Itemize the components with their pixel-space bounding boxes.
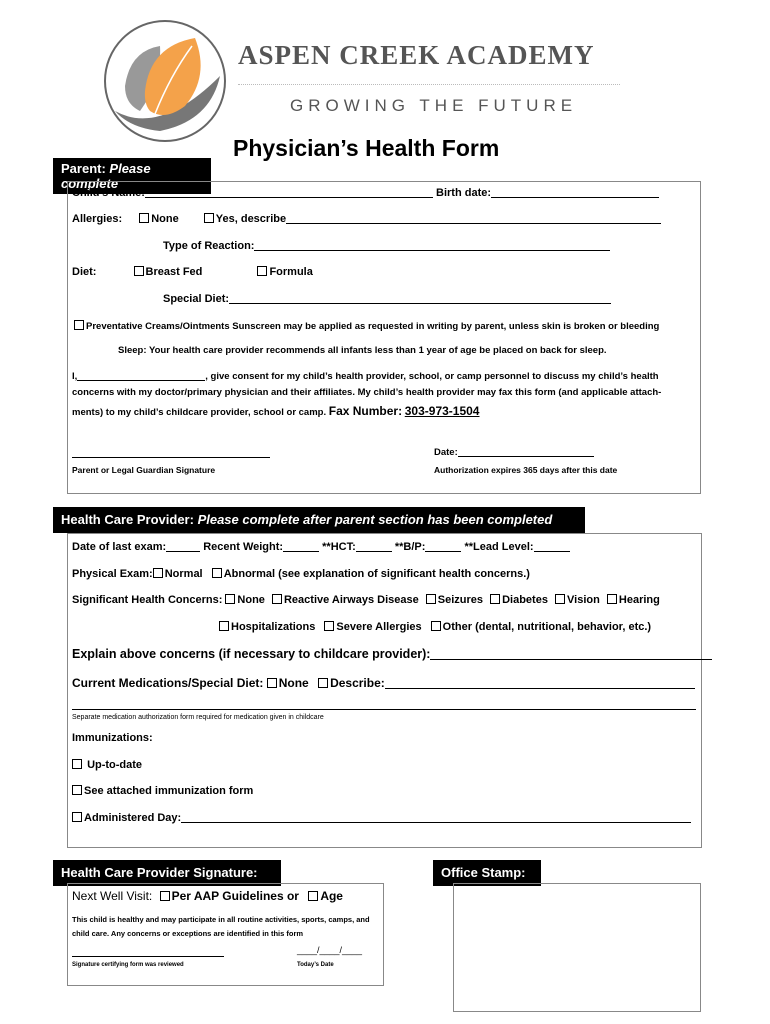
formula-checkbox[interactable] bbox=[257, 266, 267, 276]
concern-hospitalizations-checkbox[interactable] bbox=[219, 621, 229, 631]
parent-signature-line[interactable] bbox=[72, 457, 270, 458]
consent-line-2: concerns with my doctor/primary physician and their affiliates. My child’s health provider may fax this form (and applicable attach- bbox=[72, 387, 662, 398]
reaction-label: Type of Reaction: bbox=[163, 240, 255, 252]
explain-label: Explain above concerns (if necessary to childcare provider): bbox=[72, 647, 431, 661]
administered-label: Administered Day: bbox=[84, 812, 182, 824]
lead-field[interactable] bbox=[534, 541, 570, 552]
fax-number: 303-973-1504 bbox=[404, 404, 480, 418]
fax-label: Fax Number: bbox=[328, 404, 403, 418]
special-diet-label: Special Diet: bbox=[163, 293, 230, 305]
provider-date-field[interactable]: ____/____/____ bbox=[297, 945, 363, 955]
parent-signature-label: Parent or Legal Guardian Signature bbox=[72, 465, 216, 475]
med-describe-label: Describe: bbox=[330, 676, 385, 690]
allergies-yes-checkbox[interactable] bbox=[204, 213, 214, 223]
up-to-date-checkbox[interactable] bbox=[72, 759, 82, 769]
allergies-yes-label: Yes, describe bbox=[215, 213, 287, 225]
academy-logo bbox=[100, 16, 230, 146]
child-name-label: Child’s Name: bbox=[72, 187, 145, 199]
lead-label: **Lead Level: bbox=[464, 541, 534, 553]
medications-extra-line[interactable] bbox=[72, 709, 696, 710]
hct-label: **HCT: bbox=[322, 541, 356, 553]
allergies-label: Allergies: bbox=[72, 213, 123, 225]
concern-other-checkbox[interactable] bbox=[431, 621, 441, 631]
child-name-row bbox=[72, 187, 659, 199]
significant-concerns-row-2 bbox=[219, 621, 651, 633]
med-none-checkbox[interactable] bbox=[267, 678, 277, 688]
concern-vision-checkbox[interactable] bbox=[555, 594, 565, 604]
concern-vision-label: Vision bbox=[567, 594, 600, 606]
up-to-date-row bbox=[72, 759, 142, 771]
diet-label: Diet: bbox=[72, 266, 97, 278]
office-stamp-box bbox=[453, 883, 701, 1012]
med-describe-field[interactable] bbox=[385, 678, 695, 689]
next-visit-row bbox=[72, 889, 343, 903]
hct-field[interactable] bbox=[356, 541, 392, 552]
concern-hearing-label: Hearing bbox=[618, 594, 660, 606]
weight-label: Recent Weight: bbox=[203, 541, 284, 553]
office-stamp-header: Office Stamp: bbox=[433, 860, 541, 886]
parent-date-label: Date: bbox=[434, 447, 458, 458]
page-title: Physician’s Health Form bbox=[233, 135, 500, 161]
concern-diabetes-checkbox[interactable] bbox=[490, 594, 500, 604]
breast-fed-checkbox[interactable] bbox=[134, 266, 144, 276]
medications-label: Current Medications/Special Diet: bbox=[72, 676, 264, 690]
med-describe-checkbox[interactable] bbox=[318, 678, 328, 688]
child-name-field[interactable] bbox=[145, 187, 433, 198]
healthy-statement-1: This child is healthy and may participate in all routine activities, sports, camps, and bbox=[72, 915, 370, 924]
concern-airways-label: Reactive Airways Disease bbox=[283, 594, 419, 606]
provider-section-box bbox=[67, 533, 702, 848]
sleep-note: Sleep: Your health care provider recommends all infants less than 1 year of age be placed on back for sleep. bbox=[118, 345, 607, 356]
medications-row bbox=[72, 676, 695, 690]
concern-diabetes-label: Diabetes bbox=[502, 594, 548, 606]
administered-field[interactable] bbox=[181, 812, 691, 823]
creams-label: Preventative Creams/Ointments Sunscreen may be applied as requested in writing by parent, unless skin is broken or bleeding bbox=[86, 321, 660, 332]
provider-signature-line[interactable] bbox=[72, 956, 224, 957]
administered-checkbox[interactable] bbox=[72, 812, 82, 822]
allergies-none-checkbox[interactable] bbox=[139, 213, 149, 223]
special-diet-row bbox=[163, 293, 611, 305]
concern-other-label: Other (dental, nutritional, behavior, etc.) bbox=[442, 621, 652, 633]
healthy-statement-2: child care. Any concerns or exceptions are identified in this form bbox=[72, 929, 304, 938]
concern-seizures-label: Seizures bbox=[437, 594, 484, 606]
consent-text-3: ments) to my child’s childcare provider, school or camp. bbox=[72, 407, 327, 418]
abnormal-label: Abnormal (see explanation of significant health concerns.) bbox=[223, 568, 530, 580]
special-diet-field[interactable] bbox=[229, 293, 611, 304]
provider-signature-label: Signature certifying form was reviewed bbox=[72, 962, 184, 968]
medication-note: Separate medication authorization form required for medication given in childcare bbox=[72, 714, 324, 721]
parent-section-box bbox=[67, 181, 701, 494]
attached-row bbox=[72, 785, 253, 797]
birth-date-field[interactable] bbox=[491, 187, 659, 198]
concern-hearing-checkbox[interactable] bbox=[607, 594, 617, 604]
breast-fed-label: Breast Fed bbox=[145, 266, 203, 278]
concern-hospitalizations-label: Hospitalizations bbox=[231, 621, 316, 633]
attached-label: See attached immunization form bbox=[84, 785, 254, 797]
consent-name-field[interactable] bbox=[77, 370, 205, 381]
parent-header-italic: Please complete bbox=[61, 161, 151, 191]
concern-allergies-checkbox[interactable] bbox=[324, 621, 334, 631]
significant-concerns-label: Significant Health Concerns: bbox=[72, 594, 223, 606]
creams-row bbox=[74, 320, 659, 332]
consent-line-3 bbox=[72, 404, 479, 418]
school-tagline: GROWING THE FUTURE bbox=[290, 96, 578, 115]
header-divider bbox=[238, 84, 620, 85]
formula-label: Formula bbox=[269, 266, 313, 278]
age-label: Age bbox=[320, 889, 343, 903]
aap-label: Per AAP Guidelines or bbox=[171, 889, 299, 903]
consent-i-label: I, bbox=[72, 371, 78, 382]
reaction-field[interactable] bbox=[254, 240, 610, 251]
physical-exam-label: Physical Exam: bbox=[72, 568, 153, 580]
provider-header-italic: Please complete after parent section has been completed bbox=[197, 512, 553, 527]
diet-row bbox=[72, 266, 313, 278]
normal-checkbox[interactable] bbox=[153, 568, 163, 578]
exam-row bbox=[72, 541, 570, 553]
bp-field[interactable] bbox=[425, 541, 461, 552]
parent-date-row bbox=[434, 446, 594, 458]
attached-checkbox[interactable] bbox=[72, 785, 82, 795]
next-visit-label: Next Well Visit: bbox=[72, 889, 153, 903]
allergies-none-label: None bbox=[151, 213, 179, 225]
reaction-row bbox=[163, 240, 610, 252]
signature-section-header: Health Care Provider Signature: bbox=[53, 860, 281, 886]
exam-date-label: Date of last exam: bbox=[72, 541, 167, 553]
creams-checkbox[interactable] bbox=[74, 320, 84, 330]
school-name: ASPEN CREEK ACADEMY bbox=[238, 40, 595, 70]
provider-header-bold: Health Care Provider: bbox=[61, 512, 194, 527]
authorization-note: Authorization expires 365 days after this date bbox=[434, 465, 618, 475]
consent-text-1: , give consent for my child’s health provider, school, or camp personnel to discuss my child’s health bbox=[205, 371, 659, 382]
parent-header-bold: Parent: bbox=[61, 161, 106, 176]
concern-none-label: None bbox=[237, 594, 265, 606]
weight-field[interactable] bbox=[283, 541, 319, 552]
explain-row bbox=[72, 647, 712, 661]
provider-date-label: Today’s Date bbox=[297, 962, 334, 968]
physical-exam-row bbox=[72, 568, 530, 580]
birth-date-label: Birth date: bbox=[436, 187, 492, 199]
age-checkbox[interactable] bbox=[308, 891, 318, 901]
administered-row bbox=[72, 812, 691, 824]
allergies-describe-field[interactable] bbox=[286, 213, 661, 224]
allergies-row bbox=[72, 213, 661, 225]
med-none-label: None bbox=[278, 676, 309, 690]
immunizations-label: Immunizations: bbox=[72, 732, 153, 744]
consent-line-1 bbox=[72, 370, 659, 382]
concern-none-checkbox[interactable] bbox=[225, 594, 235, 604]
aap-checkbox[interactable] bbox=[160, 891, 170, 901]
abnormal-checkbox[interactable] bbox=[212, 568, 222, 578]
explain-field[interactable] bbox=[430, 649, 712, 660]
significant-concerns-row bbox=[72, 594, 660, 606]
parent-date-field[interactable] bbox=[458, 446, 594, 457]
exam-date-field[interactable] bbox=[166, 541, 200, 552]
concern-airways-checkbox[interactable] bbox=[272, 594, 282, 604]
provider-section-header bbox=[53, 507, 585, 533]
concern-seizures-checkbox[interactable] bbox=[426, 594, 436, 604]
normal-label: Normal bbox=[164, 568, 203, 580]
up-to-date-label: Up-to-date bbox=[87, 759, 143, 771]
bp-label: **B/P: bbox=[394, 541, 426, 553]
concern-allergies-label: Severe Allergies bbox=[336, 621, 422, 633]
